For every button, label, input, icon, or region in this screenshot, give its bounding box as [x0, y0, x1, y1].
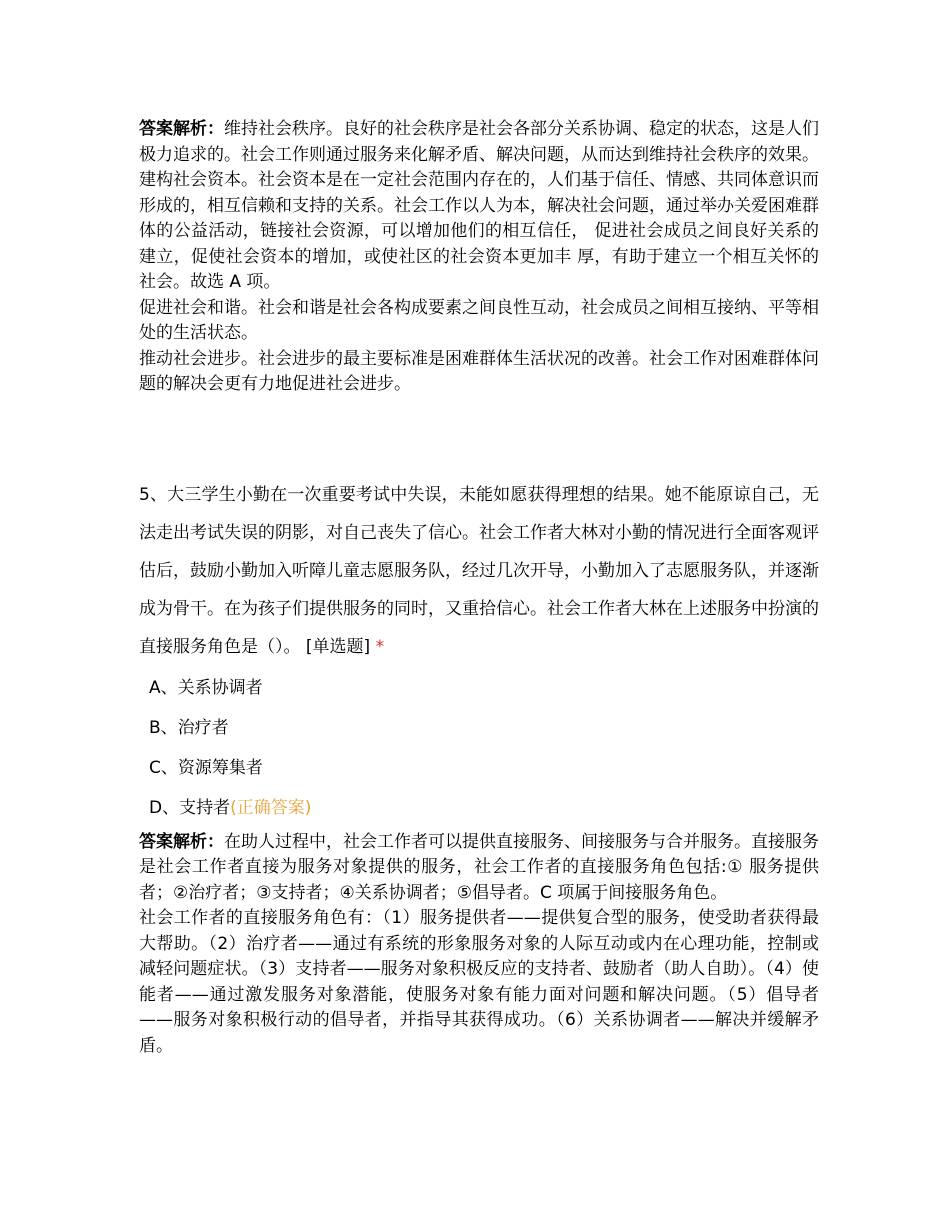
- analysis-paragraph: 推动社会进步。社会进步的最主要标准是困难群体生活状况的改善。社会工作对困难群体问题的解决会更有力地促进社会进步。: [139, 348, 819, 394]
- question-block: [139, 476, 819, 1060]
- answer-analysis: [139, 830, 819, 1060]
- question-stem: [139, 476, 819, 666]
- question-type: [单选题]: [305, 636, 371, 657]
- analysis-paragraph: 建构社会资本。社会资本是在一定社会范围内存在的，人们基于信任、情感、共同体意识而形成的，相互信赖和支持的关系。社会工作以人为本，解决社会问题，通过举办关爱困难群体的公益活动，链接社会资源，可以增加他们的相互信任， 促进社会成员之间良好关系的建立，促使社会资本的增加，或使社区的社会资本更加丰 厚，有助于建立一个相互关怀的社会。故选 A 项。: [139, 170, 819, 292]
- option-list: [139, 668, 819, 828]
- analysis-paragraph: 社会工作者的直接服务角色有：（1）服务提供者——提供复合型的服务，使受助者获得最大帮助。（2）治疗者——通过有系统的形象服务对象的人际互动或内在心理功能，控制或减轻问题症状。（3）支持者——服务对象积极反应的支持者、鼓励者（助人自助）。（4）使能者——通过激发服务对象潜能，使服务对象有能力面对问题和解决问题。（5）倡导者——服务对象积极行动的倡导者，并指导其获得成功。（6）关系协调者——解决并缓解矛盾。: [139, 908, 819, 1056]
- option-d-label: D、支持者: [149, 797, 231, 818]
- option-b[interactable]: B、治疗者: [149, 717, 229, 738]
- previous-answer-analysis: [139, 117, 819, 398]
- option-c[interactable]: C、资源筹集者: [149, 757, 263, 778]
- document-content: [139, 117, 819, 1059]
- analysis-label: 答案解析：: [139, 831, 224, 852]
- analysis-paragraph: [139, 117, 819, 168]
- option-a[interactable]: A、关系协调者: [149, 677, 263, 698]
- question-text: 5、大三学生小勤在一次重要考试中失误，未能如愿获得理想的结果。她不能原谅自己，无法走出考试失误的阴影，对自己丧失了信心。社会工作者大林对小勤的情况进行全面客观评估后，鼓励小勤加入听障儿童志愿服务队，经过几次开导，小勤加入了志愿服务队，并逐渐成为骨干。在为孩子们提供服务的同时，又重拾信心。社会工作者大林在上述服务中扮演的直接服务角色是（）。: [139, 484, 819, 657]
- analysis-text: 在助人过程中，社会工作者可以提供直接服务、间接服务与合并服务。直接服务是社会工作者直接为服务对象提供的服务，社会工作者的直接服务角色包括:① 服务提供者；②治疗者；③支持者；④关系协调者；⑤倡导者。C 项属于间接服务角色。: [139, 831, 819, 903]
- required-mark: *: [375, 636, 385, 657]
- analysis-text: 维持社会秩序。良好的社会秩序是社会各部分关系协调、稳定的状态，这是人们极力追求的。社会工作则通过服务来化解矛盾、解决问题，从而达到维持社会秩序的效果。: [139, 119, 819, 165]
- correct-answer-tag: (正确答案): [230, 797, 312, 818]
- analysis-label: 答案解析：: [139, 119, 224, 139]
- option-d[interactable]: [139, 788, 819, 828]
- analysis-paragraph: 促进社会和谐。社会和谐是社会各构成要素之间良性互动，社会成员之间相互接纳、平等相处的生活状态。: [139, 297, 819, 343]
- analysis-paragraph: [139, 830, 819, 907]
